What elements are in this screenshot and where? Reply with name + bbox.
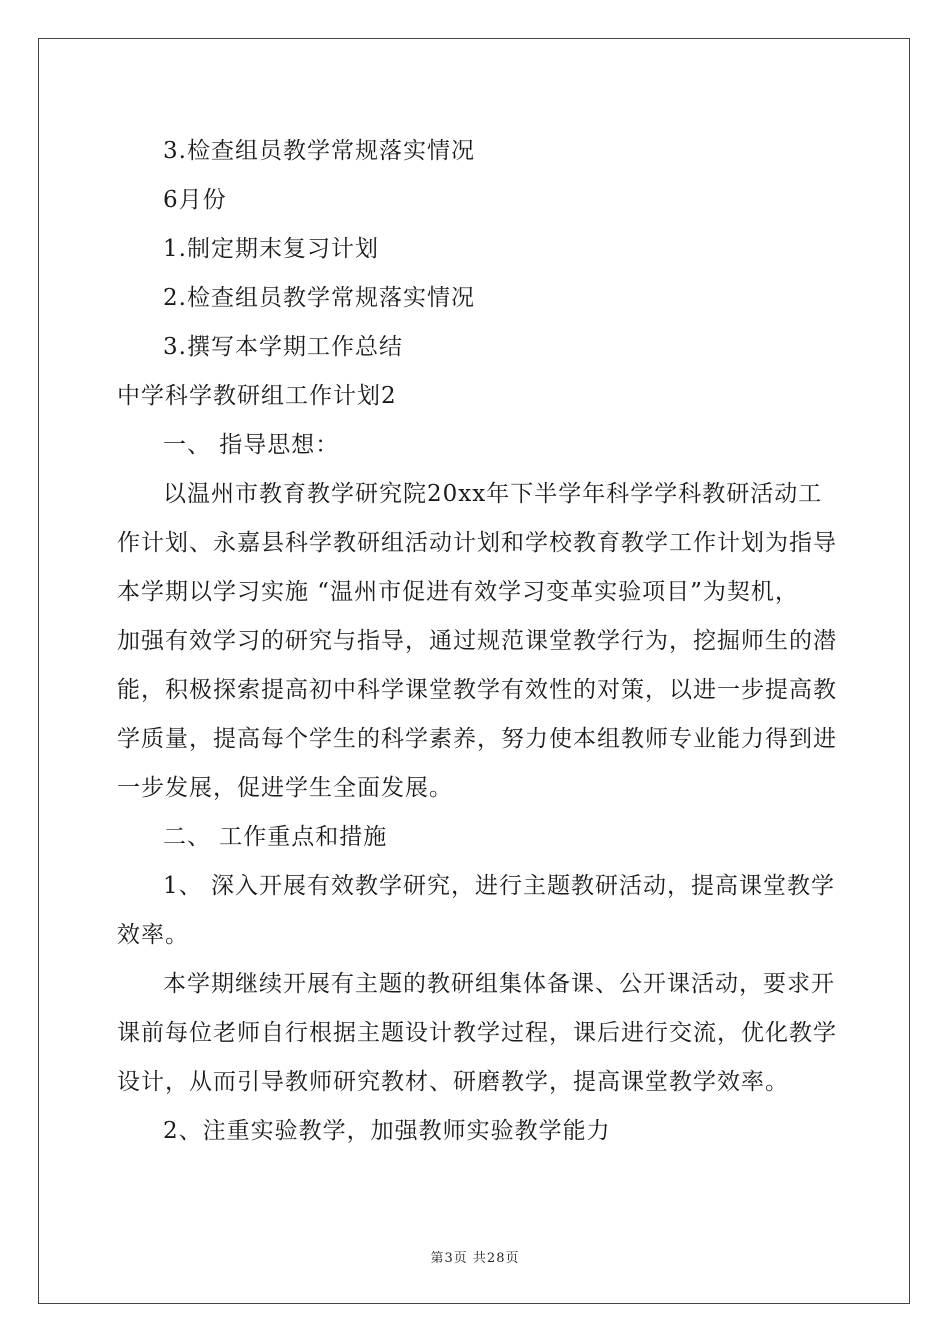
paragraph-line: 效率。 [117, 922, 189, 948]
paragraph-line: 本学期继续开展有主题的教研组集体备课、公开课活动，要求开 [163, 971, 835, 997]
paragraph-line: 课前每位老师自行根据主题设计教学过程，课后进行交流，优化教学 [117, 1020, 837, 1046]
item-effective-teaching [117, 862, 837, 960]
list-item: 2.检查组员教学常规落实情况 [163, 285, 475, 311]
heading-guiding-thought: 一、 指导思想： [163, 432, 340, 458]
paragraph-line: 1、 深入开展有效教学研究，进行主题教研活动，提高课堂教学 [163, 873, 835, 899]
paragraph-line: 能，积极探索提高初中科学课堂教学有效性的对策，以进一步提高教 [117, 677, 837, 703]
paragraph-line: 设计，从而引导教师研究教材、研磨教学，提高课堂教学效率。 [117, 1069, 789, 1095]
paragraph-line: 本学期以学习实施 “温州市促进有效学习变革实验项目”为契机， [117, 579, 799, 605]
paragraph-line: 加强有效学习的研究与指导，通过规范课堂教学行为，挖掘师生的潜 [117, 628, 837, 654]
paragraph-line: 一步发展，促进学生全面发展。 [117, 775, 453, 801]
page-number: 第3页 共28页 [430, 1251, 520, 1266]
list-item: 3.撰写本学期工作总结 [163, 334, 403, 360]
section-title: 中学科学教研组工作计划2 [117, 383, 397, 409]
document-body [117, 127, 837, 1156]
paragraph-line: 作计划、永嘉县科学教研组活动计划和学校教育教学工作计划为指导 [117, 530, 837, 556]
paragraph-guiding-thought [117, 470, 837, 813]
heading-work-focus: 二、 工作重点和措施 [163, 824, 388, 850]
paragraph-lesson-prep [117, 960, 837, 1107]
month-label: 6月份 [163, 187, 227, 213]
list-item: 1.制定期末复习计划 [163, 236, 379, 262]
paragraph-line: 学质量，提高每个学生的科学素养，努力使本组教师专业能力得到进 [117, 726, 837, 752]
item-experiment-teaching: 2、注重实验教学，加强教师实验教学能力 [163, 1118, 611, 1144]
paragraph-line: 以温州市教育教学研究院20xx年下半学年科学学科教研活动工 [163, 481, 823, 507]
list-item: 3.检查组员教学常规落实情况 [163, 138, 475, 164]
